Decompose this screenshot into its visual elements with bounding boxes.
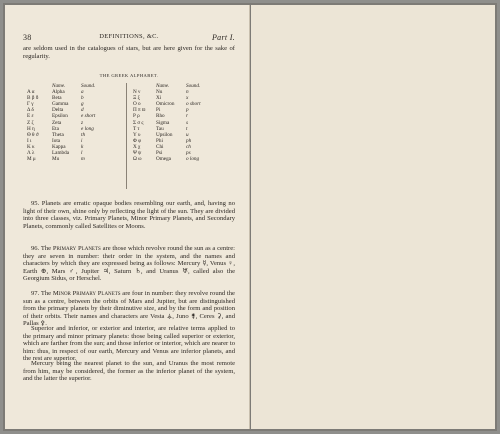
greek-letters: Λ λ bbox=[27, 150, 35, 157]
greek-letters: Κ κ bbox=[27, 143, 35, 150]
letter-name: Zeta bbox=[52, 119, 62, 126]
letter-name: Epsilon bbox=[52, 113, 68, 120]
letter-sound: n bbox=[186, 89, 189, 96]
greek-table-right bbox=[133, 83, 210, 162]
letter-sound: ps bbox=[186, 150, 191, 157]
greek-letters: Γ γ bbox=[27, 101, 34, 108]
letter-sound: p bbox=[186, 107, 189, 114]
paragraph-97-number: 97. The bbox=[31, 290, 52, 297]
greek-letters: Ω ω bbox=[133, 156, 142, 163]
greek-letters: Ψ ψ bbox=[133, 150, 142, 157]
minor-primary-planets-term: Minor Primary Planets bbox=[52, 290, 121, 297]
letter-name: Sigma bbox=[156, 119, 170, 126]
letter-name: Nu bbox=[156, 89, 163, 96]
sound-header: Sound. bbox=[81, 83, 96, 89]
letter-sound: g bbox=[81, 101, 84, 108]
greek-letters: Ζ ζ bbox=[27, 119, 34, 126]
letter-name: Phi bbox=[156, 137, 163, 144]
letter-sound: m bbox=[81, 156, 85, 163]
letter-name: Pi bbox=[156, 107, 161, 114]
letter-sound: z bbox=[81, 119, 84, 126]
greek-letters: Ι ι bbox=[27, 137, 32, 144]
paragraph-superior-inferior: Superior and inferior, or exterior and interior, are relative terms applied to the primary and minor primary planets: those being called superior or exterior, which are farther from the sun; and those inferior or interior, which are nearer to him: thus, in respect of our earth, Mercury and Venus are inferior planets, and the rest are superior. bbox=[23, 325, 235, 363]
greek-letters: Π π ϖ bbox=[133, 107, 146, 114]
greek-letters: Τ τ bbox=[133, 125, 140, 132]
letter-sound: k bbox=[81, 143, 84, 150]
letter-name: Theta bbox=[52, 131, 64, 138]
letter-sound: i bbox=[81, 137, 83, 144]
letter-name: Delta bbox=[52, 107, 64, 114]
paragraph-mercury-uranus: Mercury being the nearest planet to the sun, and Uranus the most remote from him, may be considered, the former as the inferior planet of the system, and the latter the superior. bbox=[23, 360, 235, 383]
paragraph-97-body: are four in number: they revolve round the sun as a centre, between the orbits of Mars and Jupiter, but are distinguished from the primary planets by their diminutive size, and by the form and position of their orbits. Their names and characters are Vesta ⚶, Juno ⚵, Ceres ⚳, and Pallas ⚴. bbox=[23, 290, 235, 328]
letter-sound: b bbox=[81, 95, 84, 102]
letter-sound: t bbox=[186, 125, 188, 132]
page-header bbox=[23, 33, 235, 43]
letter-name: Alpha bbox=[52, 89, 65, 96]
running-title: DEFINITIONS, &C. bbox=[99, 33, 159, 40]
letter-name: Xi bbox=[156, 95, 162, 102]
paragraph-96 bbox=[23, 245, 235, 283]
greek-letters: Χ χ bbox=[133, 143, 141, 150]
letter-name: Lambda bbox=[52, 150, 69, 157]
letter-name: Omicron bbox=[156, 101, 175, 108]
primary-planets-term: Primary Planets bbox=[52, 245, 101, 252]
greek-letters: Ξ ξ bbox=[133, 95, 140, 102]
greek-letter-row bbox=[27, 156, 103, 162]
greek-letter-row bbox=[133, 156, 210, 162]
greek-letters: Υ υ bbox=[133, 131, 141, 138]
letter-sound: o long bbox=[186, 156, 200, 163]
letter-sound: o short bbox=[186, 101, 201, 108]
greek-letters: Η η bbox=[27, 125, 35, 132]
letter-sound: r bbox=[186, 113, 189, 120]
paragraph-96-number: 96. The bbox=[31, 245, 52, 252]
letter-sound: ph bbox=[186, 137, 192, 144]
letter-name: Eta bbox=[52, 125, 59, 132]
name-header: Name. bbox=[156, 83, 170, 89]
sound-header: Sound. bbox=[186, 83, 201, 89]
letter-name: Rho bbox=[156, 113, 165, 120]
letter-name: Kappa bbox=[52, 143, 66, 150]
table-divider bbox=[126, 83, 127, 189]
letter-name: Upsilon bbox=[156, 131, 173, 138]
greek-letters: Δ δ bbox=[27, 107, 34, 114]
greek-letters: Φ φ bbox=[133, 137, 142, 144]
greek-letters: Α α bbox=[27, 89, 35, 96]
letter-name: Omega bbox=[156, 156, 171, 163]
letter-name: Beta bbox=[52, 95, 62, 102]
right-page-blank bbox=[251, 5, 495, 429]
name-header: Name. bbox=[52, 83, 66, 89]
letter-name: Chi bbox=[156, 143, 164, 150]
greek-letters: Β β ϐ bbox=[27, 95, 39, 102]
paragraph-95: 95. Planets are erratic opaque bodies resembling our earth, and, having no light of their own, shine only by reflecting the light of the sun. They are divided into three classes, viz. Primary Planets, Minor Primary Planets, and Secondary Planets, commonly called Satellites or Moons. bbox=[23, 200, 235, 230]
greek-letters: Θ θ ϑ bbox=[27, 131, 39, 138]
intro-text: are seldom used in the catalogues of stars, but are here given for the sake of regularity. bbox=[23, 45, 235, 60]
letter-sound: s bbox=[186, 119, 189, 126]
letter-sound: th bbox=[81, 131, 86, 138]
letter-name: Gamma bbox=[52, 101, 69, 108]
letter-name: Iota bbox=[52, 137, 61, 144]
paragraph-96-body: are those which revolve round the sun as a centre: they are seven in number: their order in the system, and the names and characters by which they are expressed being as follows: Mercury ☿, Venus ♀, Earth ⊕, Mars ♂, Jupiter ♃, Saturn ♄, and Uranus ♅, called also the Georgium Sidus, or Herschel. bbox=[23, 245, 236, 283]
paragraph-97 bbox=[23, 290, 235, 328]
letter-sound: e long bbox=[81, 125, 94, 132]
greek-letters: Ε ε bbox=[27, 113, 34, 120]
left-page bbox=[5, 5, 250, 429]
letter-sound: e short bbox=[81, 113, 96, 120]
letter-sound: u bbox=[186, 131, 189, 138]
letter-sound: l bbox=[81, 150, 83, 157]
greek-letters: Σ σ ς bbox=[133, 119, 144, 126]
letter-sound: d bbox=[81, 107, 84, 114]
letter-name: Mu bbox=[52, 156, 60, 163]
greek-letters: Μ μ bbox=[27, 156, 36, 163]
letter-sound: x bbox=[186, 95, 189, 102]
part-label: Part I. bbox=[212, 33, 235, 42]
greek-alphabet-title: THE GREEK ALPHABET. bbox=[99, 73, 159, 78]
letter-name: Psi bbox=[156, 150, 163, 157]
letter-name: Tau bbox=[156, 125, 164, 132]
letter-sound: a bbox=[81, 89, 84, 96]
greek-letters: Ρ ρ bbox=[133, 113, 140, 120]
greek-table-left bbox=[27, 83, 103, 162]
page-number: 38 bbox=[23, 33, 32, 42]
greek-letters: Ν ν bbox=[133, 89, 141, 96]
greek-letters: Ο ο bbox=[133, 101, 141, 108]
book-spread bbox=[3, 3, 497, 431]
letter-sound: ch bbox=[186, 143, 191, 150]
